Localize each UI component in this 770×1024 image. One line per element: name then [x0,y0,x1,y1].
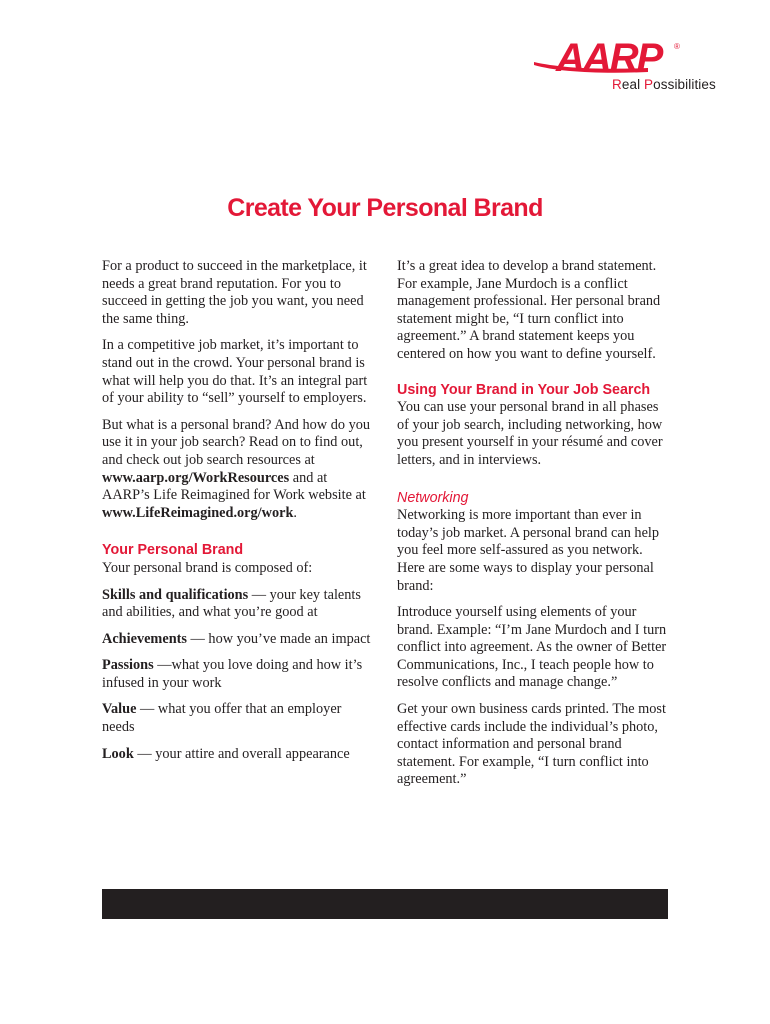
networking-paragraph: Networking is more important than ever in today’s job market. A personal brand can help you feel more self-assured as you network. Here are some ways to display your personal brand: [397,507,660,594]
left-column [102,258,376,772]
logo-tagline: Real Possibilities [612,77,716,92]
intro-paragraph-1: For a product to succeed in the marketplace, it needs a great brand reputation. For you to succeed in getting the job you want, you need the same thing. [102,258,367,327]
introduce-yourself-paragraph: Introduce yourself using elements of your brand. Example: “I’m Jane Murdoch and I turn conflict into agreement. As the owner of Better Communications, Inc., I teach people how to resolve conflicts and manage change.” [397,604,667,691]
brand-item-achievements: Achievements — how you’ve made an impact [102,630,371,647]
page-title: Create Your Personal Brand [227,194,543,222]
brand-item-skills: Skills and qualifications — your key talents and abilities, and what you’re good at [102,586,361,621]
section-heading-job-search: Using Your Brand in Your Job Search [397,381,651,398]
brand-item-look: Look — your attire and overall appearance [102,745,350,762]
brand-item-passions: Passions —what you love doing and how it’s infused in your work [102,657,363,691]
intro-paragraph-3: But what is a personal brand? And how do you use it in your job search? Read on to find out, and check out job search resources at www.aarp.org/WorkResources and at AARP’s Life Reimagined for Work website at www.LifeReimagined.org/work. [102,416,371,521]
link-aarp-work-resources[interactable]: www.aarp.org/WorkResources [102,469,290,486]
footer-bar [102,889,668,919]
brand-statement-paragraph: It’s a great idea to develop a brand statement. For example, Jane Murdoch is a conflict management professional. Her personal brand statement might be, “I turn conflict into agreement.” A brand statement keeps you centered on how you want to define yourself. [397,258,661,362]
link-life-reimagined[interactable]: www.LifeReimagined.org/work [102,504,294,521]
registered-mark: ® [674,42,680,51]
intro-paragraph-2: In a competitive job market, it’s important to stand out in the crowd. Your personal brand is what will help you do that. It’s an integral part of your ability to “sell” yourself to employers. [102,337,368,407]
right-column [397,258,672,798]
section-heading-networking: Networking [397,489,469,506]
business-cards-paragraph: Get your own business cards printed. The most effective cards include the individual’s photo, contact information and personal brand statement. For example, “I turn conflict into agreement.” [397,701,666,788]
logo-wordmark: AARP [556,38,662,78]
section-intro: Your personal brand is composed of: [102,559,313,576]
brand-item-value: Value — what you offer that an employer needs [102,701,342,736]
section-heading-personal-brand: Your Personal Brand [102,542,244,559]
aarp-logo-mark [530,38,720,78]
job-search-paragraph: You can use your personal brand in all phases of your job search, including networking, how you present yourself in your résumé and cover letters, and in interviews. [397,399,663,468]
